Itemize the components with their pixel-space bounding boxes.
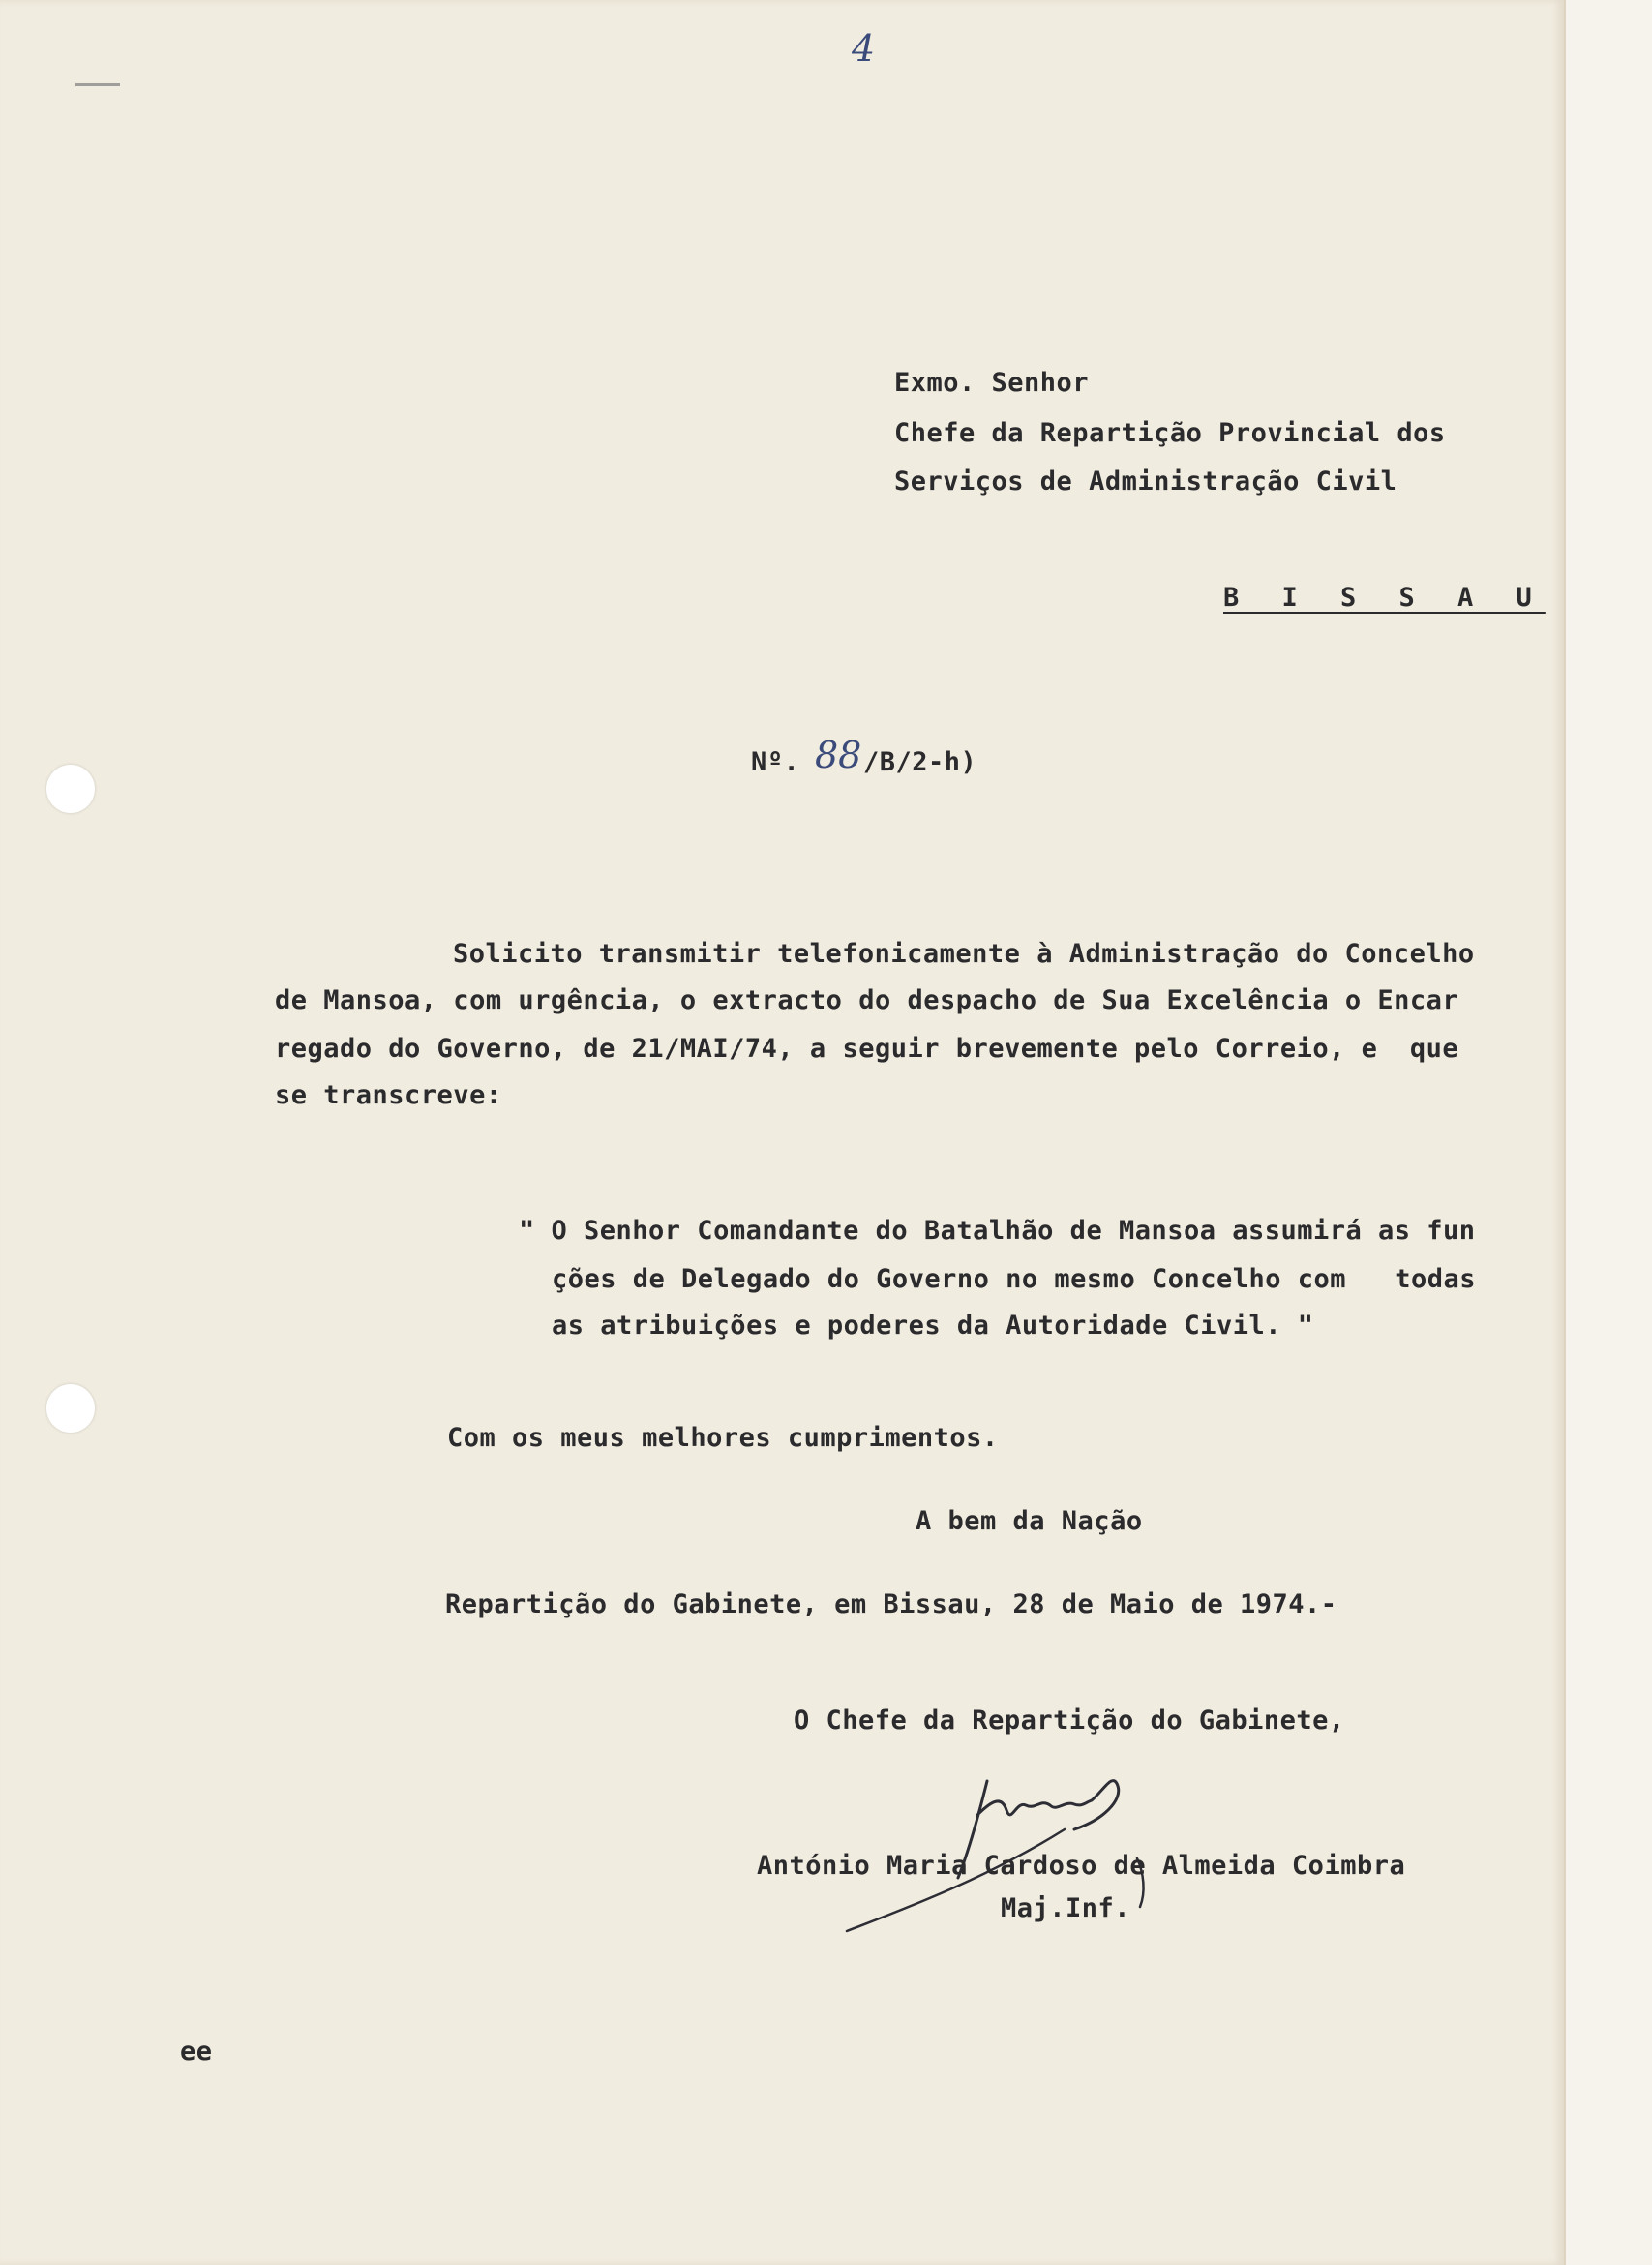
quote-line-1: " O Senhor Comandante do Batalhão de Mansoa assumirá as fun — [519, 1216, 1476, 1246]
punch-hole-top — [46, 765, 95, 813]
recipient-city: B I S S A U — [1223, 583, 1546, 613]
signer-name: António Maria Cardoso de Almeida Coimbra — [757, 1851, 1406, 1881]
body-line-3: regado do Governo, de 21/MAI/74, a seguir brevemente pelo Correio, e que — [275, 1034, 1459, 1064]
body-line-2: de Mansoa, com urgência, o extracto do despacho de Sua Excelência o Encar — [275, 985, 1459, 1015]
quote-line-2: ções de Delegado do Governo no mesmo Concelho com todas — [552, 1264, 1477, 1294]
closing-title: O Chefe da Repartição do Gabinete, — [794, 1706, 1345, 1736]
reference-prefix: Nº. — [751, 747, 800, 777]
signer-rank: Maj.Inf. — [1001, 1893, 1131, 1923]
reference-suffix: /B/2-h) — [863, 747, 977, 777]
closing-motto: A bem da Nação — [916, 1506, 1143, 1536]
page-number: 4 — [852, 27, 876, 70]
closing-place-date: Repartição do Gabinete, em Bissau, 28 de Maio de 1974.- — [445, 1589, 1337, 1619]
quote-line-3: as atribuições e poderes da Autoridade Civil. " — [552, 1311, 1314, 1341]
reference-handwritten-number: 88 — [815, 734, 862, 776]
margin-mark — [75, 83, 120, 86]
recipient-line2: Serviços de Administração Civil — [894, 467, 1397, 497]
body-line-1: Solicito transmitir telefonicamente à Administração do Concelho — [453, 939, 1475, 969]
punch-hole-bottom — [46, 1384, 95, 1433]
body-line-4: se transcreve: — [275, 1080, 502, 1110]
recipient-salutation: Exmo. Senhor — [894, 368, 1090, 398]
typist-initials: ee — [180, 2037, 213, 2067]
recipient-line1: Chefe da Repartição Provincial dos — [894, 418, 1446, 448]
page-edge-background — [1564, 0, 1652, 2265]
closing-greeting: Com os meus melhores cumprimentos. — [447, 1423, 999, 1453]
